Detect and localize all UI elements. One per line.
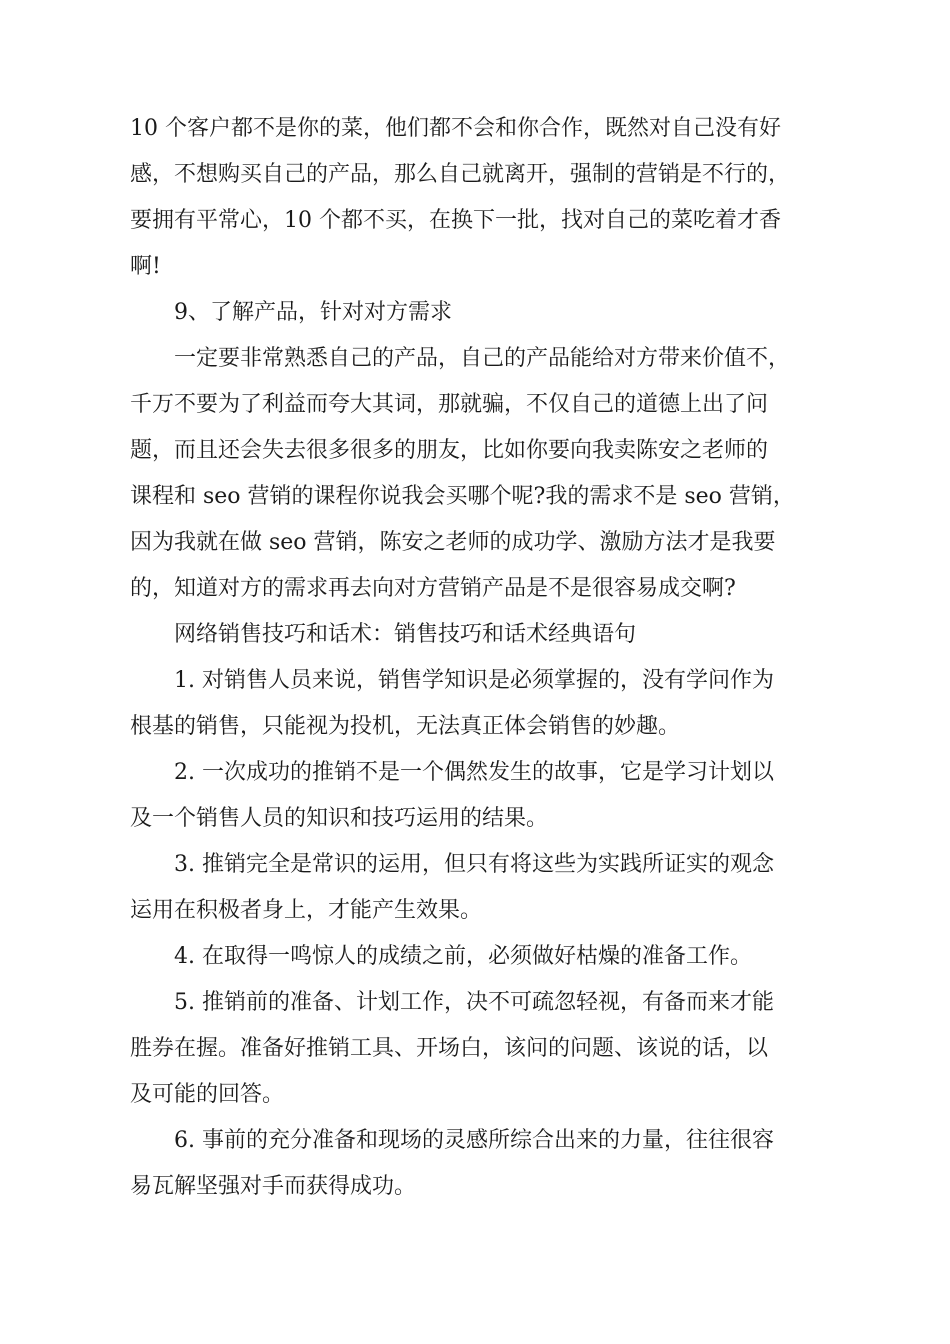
list-item-6 [130, 1118, 830, 1210]
text-line: 6. 事前的充分准备和现场的灵感所综合出来的力量，往往很容 [174, 1128, 774, 1153]
text-line: 课程和 seo 营销的课程你说我会买哪个呢?我的需求不是 seo 营销， [130, 484, 795, 509]
list-item-5 [130, 980, 830, 1118]
text-line: 要拥有平常心，10 个都不买，在换下一批，找对自己的菜吃着才香 [130, 208, 781, 233]
text-line: 根基的销售，只能视为投机，无法真正体会销售的妙趣。 [130, 714, 681, 739]
text-line: 9、了解产品，针对对方需求 [174, 300, 452, 325]
list-item-3 [130, 842, 830, 934]
text-line: 一定要非常熟悉自己的产品，自己的产品能给对方带来价值不， [174, 346, 791, 371]
text-line: 运用在积极者身上，才能产生效果。 [130, 898, 483, 923]
text-line: 10 个客户都不是你的菜，他们都不会和你合作，既然对自己没有好 [130, 116, 781, 141]
text-line: 2. 一次成功的推销不是一个偶然发生的故事，它是学习计划以 [174, 760, 774, 785]
text-line: 胜券在握。准备好推销工具、开场白，该问的问题、该说的话，以 [130, 1036, 769, 1061]
text-line: 啊! [130, 254, 161, 279]
text-line: 题，而且还会失去很多很多的朋友，比如你要向我卖陈安之老师的 [130, 438, 769, 463]
text-line: 感，不想购买自己的产品，那么自己就离开，强制的营销是不行的， [130, 162, 791, 187]
text-line: 5. 推销前的准备、计划工作，决不可疏忽轻视，有备而来才能 [174, 990, 774, 1015]
text-line: 易瓦解坚强对手而获得成功。 [130, 1174, 417, 1199]
section-heading-know-product [130, 290, 830, 336]
text-line: 及一个销售人员的知识和技巧运用的结果。 [130, 806, 549, 831]
text-line: 千万不要为了利益而夸大其词，那就骗，不仅自己的道德上出了问 [130, 392, 769, 417]
list-item-1 [130, 658, 830, 750]
section-heading-sales-phrases [130, 612, 830, 658]
paragraph-know-product [130, 336, 830, 612]
text-line: 及可能的回答。 [130, 1082, 285, 1107]
text-line: 的，知道对方的需求再去向对方营销产品是不是很容易成交啊? [130, 576, 736, 601]
text-line: 4. 在取得一鸣惊人的成绩之前，必须做好枯燥的准备工作。 [174, 944, 752, 969]
text-line: 3. 推销完全是常识的运用，但只有将这些为实践所证实的观念 [174, 852, 774, 877]
list-item-4 [130, 934, 830, 980]
paragraph-customer-mindset [130, 106, 830, 290]
text-line: 1. 对销售人员来说，销售学知识是必须掌握的，没有学问作为 [174, 668, 774, 693]
list-item-2 [130, 750, 830, 842]
text-line: 因为我就在做 seo 营销，陈安之老师的成功学、激励方法才是我要 [130, 530, 776, 555]
document-body [130, 106, 830, 1210]
text-line: 网络销售技巧和话术：销售技巧和话术经典语句 [174, 622, 637, 647]
